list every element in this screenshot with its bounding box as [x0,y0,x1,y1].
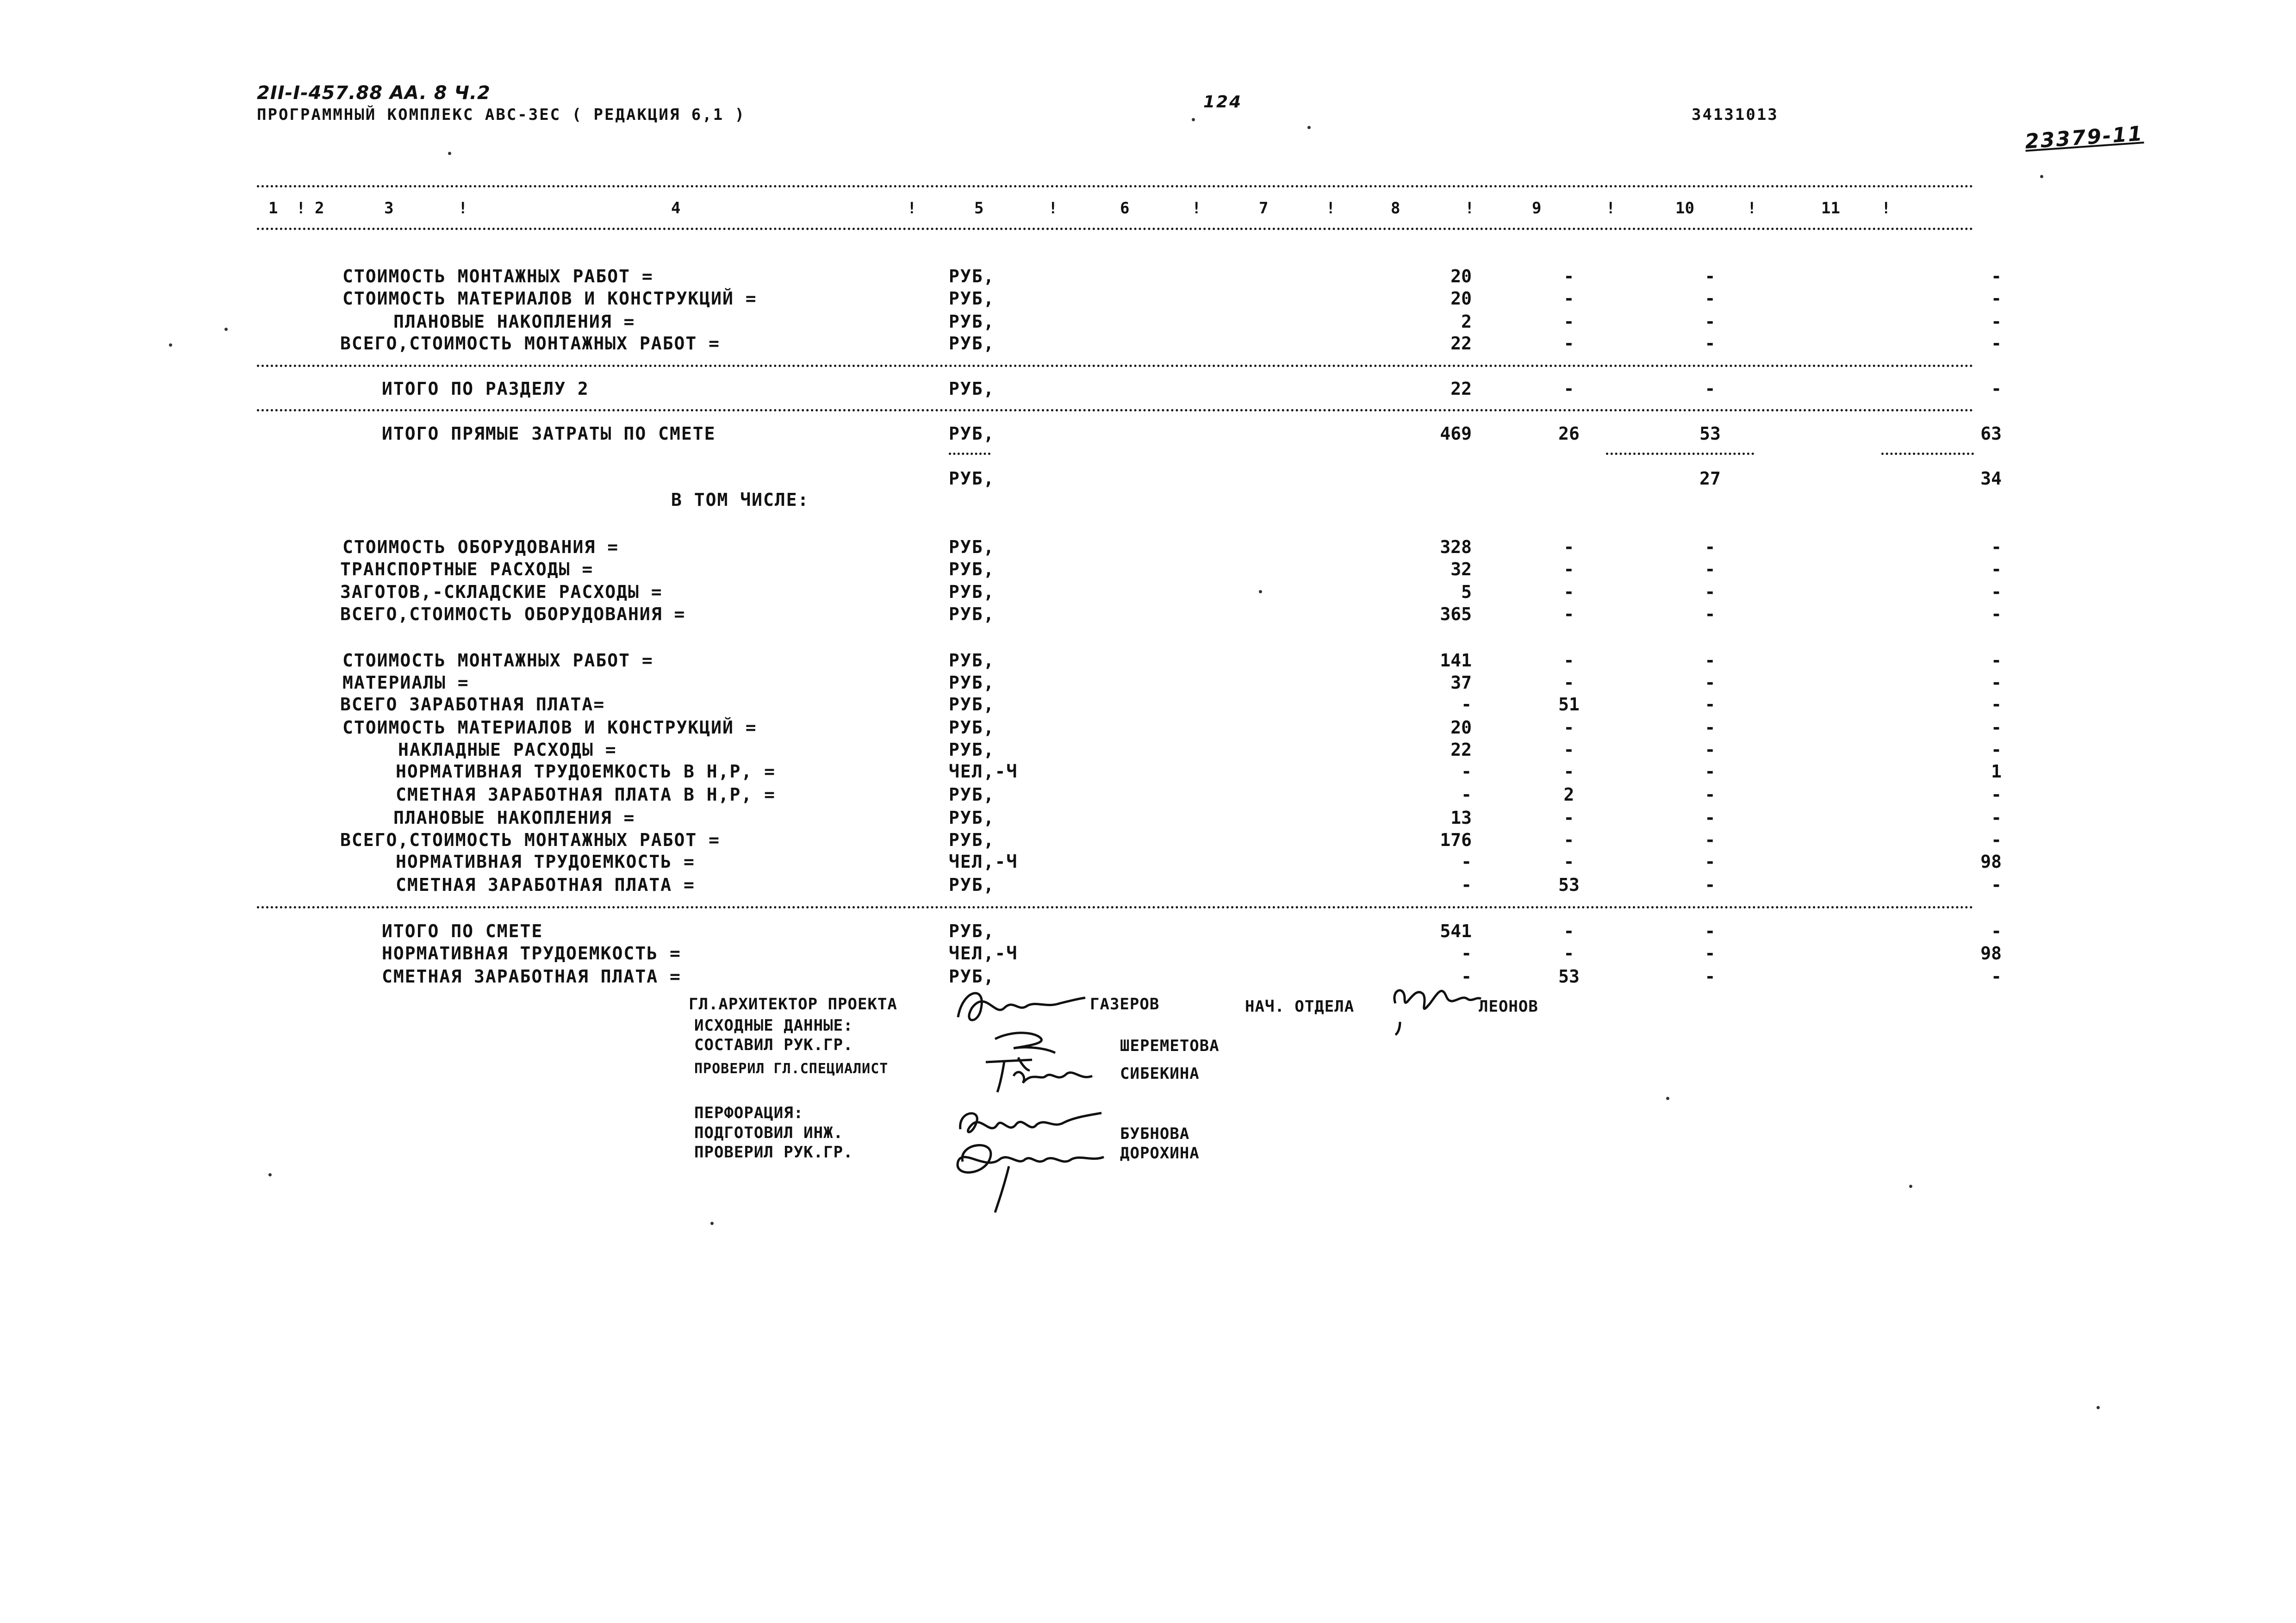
section-separator-2 [257,409,1974,411]
cell-col7: 328 [1440,537,1472,557]
row-label: НОРМАТИВНАЯ ТРУДОЕМКОСТЬ = [382,943,681,964]
prepared-name: БУБНОВА [1120,1125,1190,1143]
subtotal-rule-unit [949,453,990,455]
cell-col9: - [1705,808,1716,828]
cell-col9: - [1705,288,1716,309]
cell-col11: - [1991,311,2002,332]
row-label: НОРМАТИВНАЯ ТРУДОЕМКОСТЬ В Н,Р, = [396,761,776,782]
row-label: СМЕТНАЯ ЗАРАБОТНАЯ ПЛАТА В Н,Р, = [396,784,776,805]
row-unit: РУБ, [949,717,995,738]
row-unit: РУБ, [949,333,995,354]
table-row [0,808,2296,830]
cell-col11: - [1991,808,2002,828]
scan-speck [1909,1185,1912,1188]
cell-col7: 365 [1440,604,1472,624]
cell-col11: - [1991,650,2002,671]
cell-col9: - [1705,537,1716,557]
cell-col11: - [1991,694,2002,715]
column-header-6: 6 [1120,199,1130,218]
cell-col7: - [1461,875,1472,895]
cell-col7: 541 [1440,921,1472,941]
table-row [0,672,2296,695]
row-unit: РУБ, [949,582,995,602]
cell-col8: 2 [1563,784,1574,805]
cell-col11: - [1991,830,2002,850]
cell-col7: - [1461,694,1472,715]
cell-col7: 22 [1450,333,1472,354]
row-label: НАКЛАДНЫЕ РАСХОДЫ = [398,740,617,760]
cell-col9: - [1705,921,1716,941]
cell-col11: 34 [1980,468,2002,489]
scan-speck [1259,590,1262,593]
row-label: ИТОГО ПО СМЕТЕ [382,921,543,941]
cell-col9: - [1705,830,1716,850]
cell-col8: - [1563,650,1574,671]
cell-col9: - [1705,672,1716,693]
cell-col8: - [1563,379,1574,399]
row-unit: РУБ, [949,423,995,444]
row-label: ВСЕГО ЗАРАБОТНАЯ ПЛАТА= [340,694,605,715]
table-row [0,311,2296,334]
source-data-label: ИСХОДНЫЕ ДАННЫЕ: [694,1016,853,1035]
cell-col9: - [1705,852,1716,872]
cell-col9: - [1705,379,1716,399]
cell-col11: - [1991,672,2002,693]
table-row [0,740,2296,762]
scan-speck [169,343,172,347]
column-divider: ! [1326,199,1336,218]
row-label: ВСЕГО,СТОИМОСТЬ МОНТАЖНЫХ РАБОТ = [340,333,720,354]
cell-col11: 98 [1980,852,2002,872]
cell-col8: - [1563,717,1574,738]
column-header-8: 8 [1391,199,1400,218]
cell-col11: - [1991,604,2002,624]
row-label: СТОИМОСТЬ МАТЕРИАЛОВ И КОНСТРУКЦИЙ = [342,288,757,309]
cell-col11: - [1991,582,2002,602]
cell-col8: - [1563,559,1574,579]
verified-label: ПРОВЕРИЛ РУК.ГР. [694,1143,853,1162]
dept-head-label: НАЧ. ОТДЕЛА [1245,997,1355,1016]
column-divider: ! [296,199,306,218]
row-unit: РУБ, [949,694,995,715]
cell-col9: - [1705,582,1716,602]
cell-col11: - [1991,966,2002,987]
row-label: ВСЕГО,СТОИМОСТЬ МОНТАЖНЫХ РАБОТ = [340,830,720,850]
chief-architect-name: ГАЗЕРОВ [1090,995,1160,1014]
column-divider: ! [1606,199,1616,218]
row-unit: РУБ, [949,808,995,828]
chief-architect-label: ГЛ.АРХИТЕКТОР ПРОЕКТА [689,995,897,1014]
scan-speck [710,1222,714,1225]
table-row [0,694,2296,716]
column-header-10: 10 [1675,199,1694,218]
table-row [0,650,2296,672]
table-row [0,582,2296,604]
table-row [0,559,2296,581]
scan-speck [1192,118,1195,121]
scan-speck [1666,1097,1669,1100]
table-row [0,761,2296,784]
cell-col8: - [1563,943,1574,964]
cell-col7: 141 [1440,650,1472,671]
cell-col11: - [1991,333,2002,354]
cell-col9: - [1705,333,1716,354]
row-label: ИТОГО ПРЯМЫЕ ЗАТРАТЫ ПО СМЕТЕ [382,423,716,444]
row-label: ПЛАНОВЫЕ НАКОПЛЕНИЯ = [393,808,635,828]
table-row [0,468,2296,491]
cell-col11: 63 [1980,423,2002,444]
doc-code: 2II-I-457.88 AA. 8 Ч.2 [257,82,491,104]
cell-col9: - [1705,875,1716,895]
scan-speck [1307,126,1311,129]
compiled-name: ШЕРЕМЕТОВА [1120,1037,1220,1055]
cell-col9: - [1705,604,1716,624]
row-label: СМЕТНАЯ ЗАРАБОТНАЯ ПЛАТА = [396,875,695,895]
cell-col8: - [1563,921,1574,941]
cell-col9: - [1705,784,1716,805]
cell-col7: 20 [1450,288,1472,309]
cell-col8: - [1563,311,1574,332]
row-unit: РУБ, [949,672,995,693]
row-unit: РУБ, [949,266,995,286]
prepared-label: ПОДГОТОВИЛ ИНЖ. [694,1124,844,1142]
cell-col9: - [1705,966,1716,987]
cell-col9: - [1705,559,1716,579]
row-label: ПЛАНОВЫЕ НАКОПЛЕНИЯ = [393,311,635,332]
cell-col8: - [1563,672,1574,693]
cell-col9: - [1705,266,1716,286]
row-label: ИТОГО ПО РАЗДЕЛУ 2 [382,379,589,399]
column-header-7: 7 [1259,199,1269,218]
cell-col7: - [1461,943,1472,964]
row-unit: РУБ, [949,288,995,309]
row-label: МАТЕРИАЛЫ = [342,672,469,693]
table-row [0,875,2296,897]
table-row [0,490,2296,512]
cell-col7: 22 [1450,379,1472,399]
column-divider: ! [458,199,468,218]
row-unit: РУБ, [949,875,995,895]
column-header-11: 11 [1821,199,1840,218]
cell-col11: - [1991,266,2002,286]
column-divider: ! [1465,199,1475,218]
cell-col11: - [1991,288,2002,309]
column-header-9: 9 [1532,199,1542,218]
cell-col11: 1 [1991,761,2002,782]
row-unit: ЧЕЛ,-Ч [949,943,1018,964]
cell-col9: - [1705,717,1716,738]
table-row [0,830,2296,852]
table-row [0,537,2296,559]
cell-col11: 98 [1980,943,2002,964]
column-header-4: 4 [671,199,681,218]
cell-col7: 32 [1450,559,1472,579]
row-unit: ЧЕЛ,-Ч [949,852,1018,872]
column-header-1: 1 [268,199,278,218]
table-row [0,852,2296,874]
archive-number: 23379-11 [2024,122,2145,154]
compiled-label: СОСТАВИЛ РУК.ГР. [694,1036,853,1054]
scan-speck [224,328,228,331]
table-row [0,266,2296,288]
column-divider: ! [1747,199,1757,218]
table-row [0,423,2296,446]
row-unit: РУБ, [949,559,995,579]
cell-col11: - [1991,717,2002,738]
cell-col11: - [1991,784,2002,805]
cell-col8: - [1563,830,1574,850]
cell-col8: - [1563,266,1574,286]
checked-name: СИБЕКИНА [1120,1064,1200,1083]
row-label: СМЕТНАЯ ЗАРАБОТНАЯ ПЛАТА = [382,966,681,987]
cell-col7: 13 [1450,808,1472,828]
cell-col9: - [1705,311,1716,332]
cell-col11: - [1991,740,2002,760]
subtotal-rule-c8-c9 [1606,453,1754,455]
cell-col8: - [1563,740,1574,760]
cell-col7: 469 [1440,423,1472,444]
cell-col7: - [1461,761,1472,782]
cell-col7: 22 [1450,740,1472,760]
cell-col9: - [1705,943,1716,964]
row-unit: РУБ, [949,740,995,760]
row-label: В ТОМ ЧИСЛЕ: [671,490,809,510]
cell-col8: 53 [1558,966,1580,987]
subtotal-rule-c11 [1881,453,1974,455]
cell-col9: - [1705,740,1716,760]
cell-col7: - [1461,784,1472,805]
row-unit: РУБ, [949,379,995,399]
section-separator-3 [257,906,1974,908]
cell-col9: - [1705,761,1716,782]
column-header-2: 2 [315,199,324,218]
checked-label: ПРОВЕРИЛ ГЛ.СПЕЦИАЛИСТ [694,1061,889,1077]
verified-name: ДОРОХИНА [1120,1144,1200,1163]
page-number: 124 [1203,93,1243,112]
scan-speck [268,1173,272,1176]
row-unit: РУБ, [949,604,995,624]
cell-col11: - [1991,875,2002,895]
cell-col9: - [1705,650,1716,671]
scan-speck [448,152,451,155]
cell-col7: - [1461,966,1472,987]
column-header-3: 3 [384,199,394,218]
cell-col8: 51 [1558,694,1580,715]
column-divider: ! [907,199,917,218]
table-row [0,379,2296,401]
program-line: ПРОГРАММНЫЙ КОМПЛЕКС АВС-3ЕС ( РЕДАКЦИЯ 6,1 ) [257,106,746,124]
section-separator-1 [257,365,1974,367]
cell-col8: 53 [1558,875,1580,895]
column-header-5: 5 [974,199,984,218]
cell-col9: 27 [1699,468,1721,489]
scan-speck [2097,1406,2100,1409]
row-label: СТОИМОСТЬ МОНТАЖНЫХ РАБОТ = [342,650,653,671]
scan-speck [2040,175,2043,178]
dept-head-name: ЛЕОНОВ [1479,997,1538,1016]
cell-col8: - [1563,808,1574,828]
cell-col9: 53 [1699,423,1721,444]
table-row [0,333,2296,355]
cell-col7: - [1461,852,1472,872]
table-top-border [257,185,1974,187]
table-row [0,943,2296,965]
cell-col8: - [1563,537,1574,557]
cell-col7: 37 [1450,672,1472,693]
row-label: СТОИМОСТЬ ОБОРУДОВАНИЯ = [342,537,619,557]
column-divider: ! [1881,199,1891,218]
cell-col7: 2 [1461,311,1472,332]
cell-col8: - [1563,582,1574,602]
row-label: ТРАНСПОРТНЫЕ РАСХОДЫ = [340,559,594,579]
table-row [0,288,2296,311]
row-unit: РУБ, [949,650,995,671]
row-unit: РУБ, [949,921,995,941]
cell-col11: - [1991,537,2002,557]
table-row [0,921,2296,943]
perforation-label: ПЕРФОРАЦИЯ: [694,1104,804,1122]
cell-col11: - [1991,559,2002,579]
table-row [0,966,2296,989]
cell-col7: 5 [1461,582,1472,602]
signature-leonov [1386,976,1483,1036]
row-label: ВСЕГО,СТОИМОСТЬ ОБОРУДОВАНИЯ = [340,604,686,624]
row-unit: РУБ, [949,830,995,850]
cell-col9: - [1705,694,1716,715]
column-divider: ! [1048,199,1058,218]
signature-dorokhina [944,1134,1120,1217]
cell-col8: - [1563,288,1574,309]
table-row [0,784,2296,807]
row-label: СТОИМОСТЬ МОНТАЖНЫХ РАБОТ = [342,266,653,286]
row-unit: ЧЕЛ,-Ч [949,761,1018,782]
column-divider: ! [1192,199,1201,218]
cell-col8: - [1563,333,1574,354]
row-unit: РУБ, [949,468,995,489]
row-label: НОРМАТИВНАЯ ТРУДОЕМКОСТЬ = [396,852,695,872]
cell-col8: - [1563,852,1574,872]
doc-id: 34131013 [1692,106,1779,124]
column-header-bottom-border [257,228,1974,230]
cell-col7: 176 [1440,830,1472,850]
row-unit: РУБ, [949,537,995,557]
cell-col7: 20 [1450,266,1472,286]
cell-col8: - [1563,604,1574,624]
row-label: ЗАГОТОВ,-СКЛАДСКИЕ РАСХОДЫ = [340,582,663,602]
cell-col11: - [1991,921,2002,941]
cell-col7: 20 [1450,717,1472,738]
table-row [0,717,2296,740]
row-unit: РУБ, [949,311,995,332]
cell-col11: - [1991,379,2002,399]
cell-col8: - [1563,761,1574,782]
row-unit: РУБ, [949,784,995,805]
row-unit: РУБ, [949,966,995,987]
signature-sibekina [977,1048,1106,1099]
cell-col8: 26 [1558,423,1580,444]
row-label: СТОИМОСТЬ МАТЕРИАЛОВ И КОНСТРУКЦИЙ = [342,717,757,738]
table-row [0,604,2296,626]
